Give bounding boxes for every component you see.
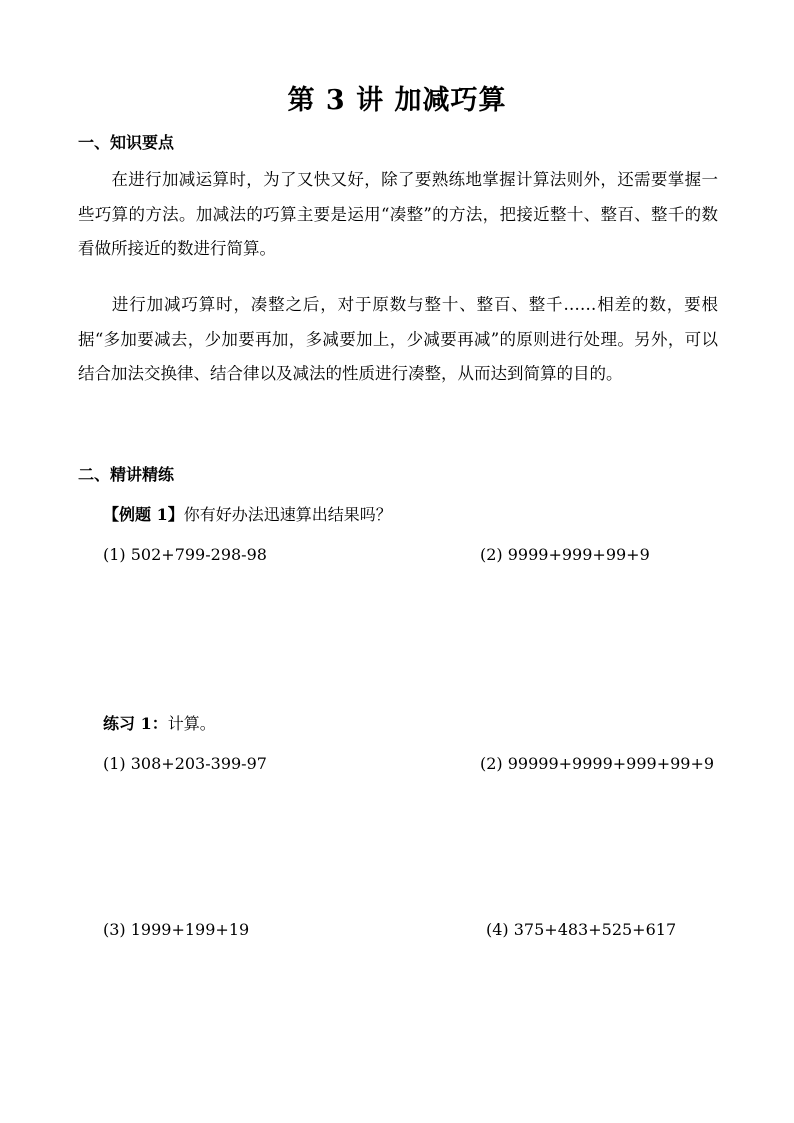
example-1-question: 你有好办法迅速算出结果吗？: [183, 505, 392, 524]
paragraph-2-text: 进行加减巧算时，凑整之后，对于原数与整十、整百、整千……相差的数，要根据“多加要减去，少加要再加，多减要加上，少减要再减”的原则进行处理。另外，可以结合加法交换律、结合律以及减法的性质进行凑整，从而达到简算的目的。: [78, 295, 718, 383]
knowledge-paragraph-1: [78, 163, 718, 267]
knowledge-paragraph-2: [78, 288, 718, 392]
example-1-item-2: (2) 9999+999+99+9: [480, 545, 650, 564]
practice-1-item-3: (3) 1999+199+19: [103, 920, 250, 939]
practice-1-item-1: (1) 308+203-399-97: [103, 754, 267, 773]
section-heading-knowledge: 一、知识要点: [78, 133, 175, 152]
page-title: 第 3 讲 加减巧算: [287, 85, 507, 116]
example-1-item-1: (1) 502+799-298-98: [103, 545, 267, 564]
practice-1-label: 练习 1：: [103, 714, 168, 733]
practice-1-item-4: (4) 375+483+525+617: [486, 920, 677, 939]
practice-1-item-2: (2) 99999+9999+999+99+9: [480, 754, 715, 773]
section-heading-practice: 二、精讲精练: [78, 465, 175, 484]
paragraph-1-text: 在进行加减运算时，为了又快又好，除了要熟练地掌握计算法则外，还需要掌握一些巧算的方法。加减法的巧算主要是运用“凑整”的方法，把接近整十、整百、整千的数看做所接近的数进行简算。: [78, 170, 718, 258]
practice-1-instruction: 计算。: [167, 714, 216, 733]
example-1-label: 【例题 1】: [103, 505, 184, 524]
practice-1-header: [103, 711, 216, 734]
example-1-header: [103, 502, 392, 525]
